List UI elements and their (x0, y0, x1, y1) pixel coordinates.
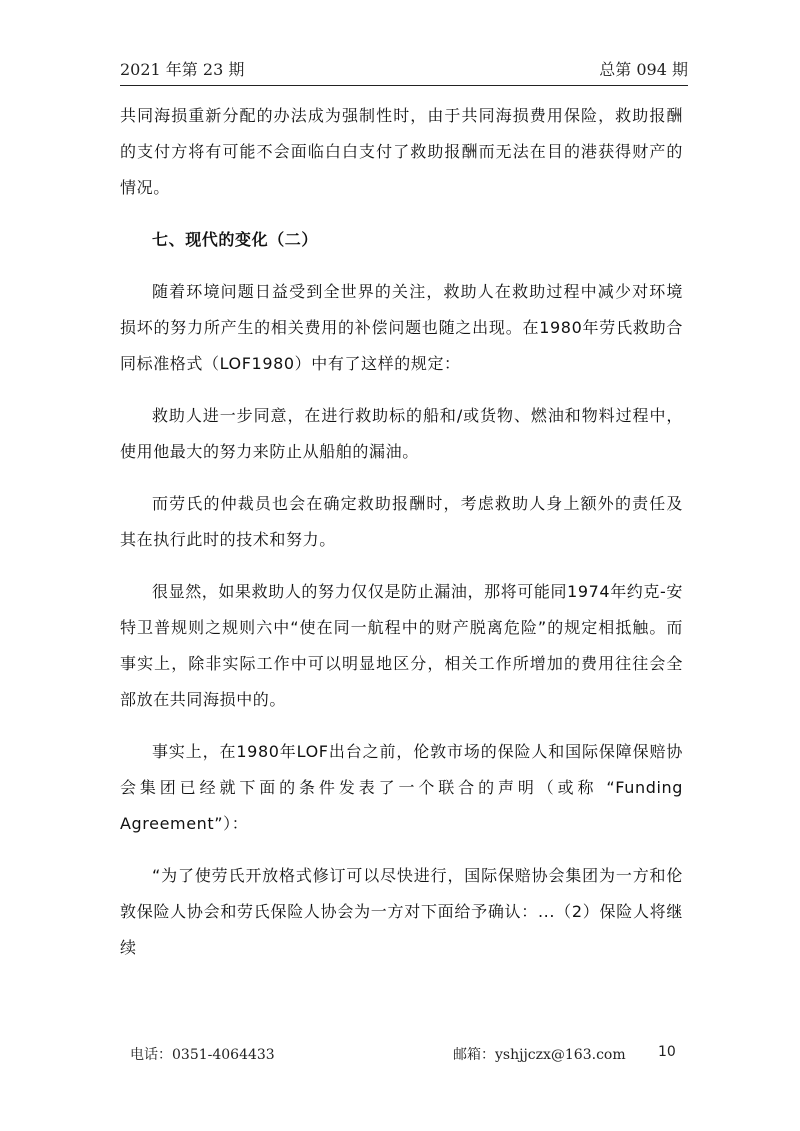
paragraph: 随着环境问题日益受到全世界的关注，救助人在救助过程中减少对环境损坏的努力所产生的相关费用的补偿问题也随之出现。在1980年劳氏救助合同标准格式（LOF1980）中有了这样的规定： (120, 282, 683, 373)
section-heading: 七、现代的变化（二） (152, 230, 319, 249)
paragraph: 而劳氏的仲裁员也会在确定救助报酬时，考虑救助人身上额外的责任及其在执行此时的技术和努力。 (120, 494, 683, 549)
page-header (120, 57, 688, 83)
paragraph: 很显然，如果救助人的努力仅仅是防止漏油，那将可能同1974年约克-安特卫普规则之规则六中“使在同一航程中的财产脱离危险”的规定相抵触。而事实上，除非实际工作中可以明显地区分，相关工作所增加的费用往往会全部放在共同海损中的。 (120, 582, 683, 709)
page-number: 10 (658, 1044, 676, 1060)
paragraph: 事实上，在1980年LOF出台之前，伦敦市场的保险人和国际保障保赔协会集团已经就下面的条件发表了一个联合的声明（或称 “Funding Agreement”）： (120, 742, 683, 833)
footer-phone: 电话：0351-4064433 (130, 1047, 275, 1063)
paragraph-continuation: 共同海损重新分配的办法成为强制性时，由于共同海损费用保险，救助报酬的支付方将有可能不会面临白白支付了救助报酬而无法在目的港获得财产的情况。 (120, 106, 683, 197)
article-body (120, 98, 683, 966)
total-issue-number: 总第 094 期 (599, 60, 688, 79)
issue-number: 2021 年第 23 期 (120, 60, 245, 79)
header-divider (120, 85, 688, 86)
quoted-paragraph: “为了使劳氏开放格式修订可以尽快进行，国际保赔协会集团为一方和伦敦保险人协会和劳氏保险人协会为一方对下面给予确认：...（2）保险人将继续 (120, 866, 683, 957)
paragraph: 救助人进一步同意，在进行救助标的船和/或货物、燃油和物料过程中，使用他最大的努力来防止从船舶的漏油。 (120, 406, 683, 461)
footer-email: 邮箱：yshjjczx@163.com (453, 1047, 626, 1063)
